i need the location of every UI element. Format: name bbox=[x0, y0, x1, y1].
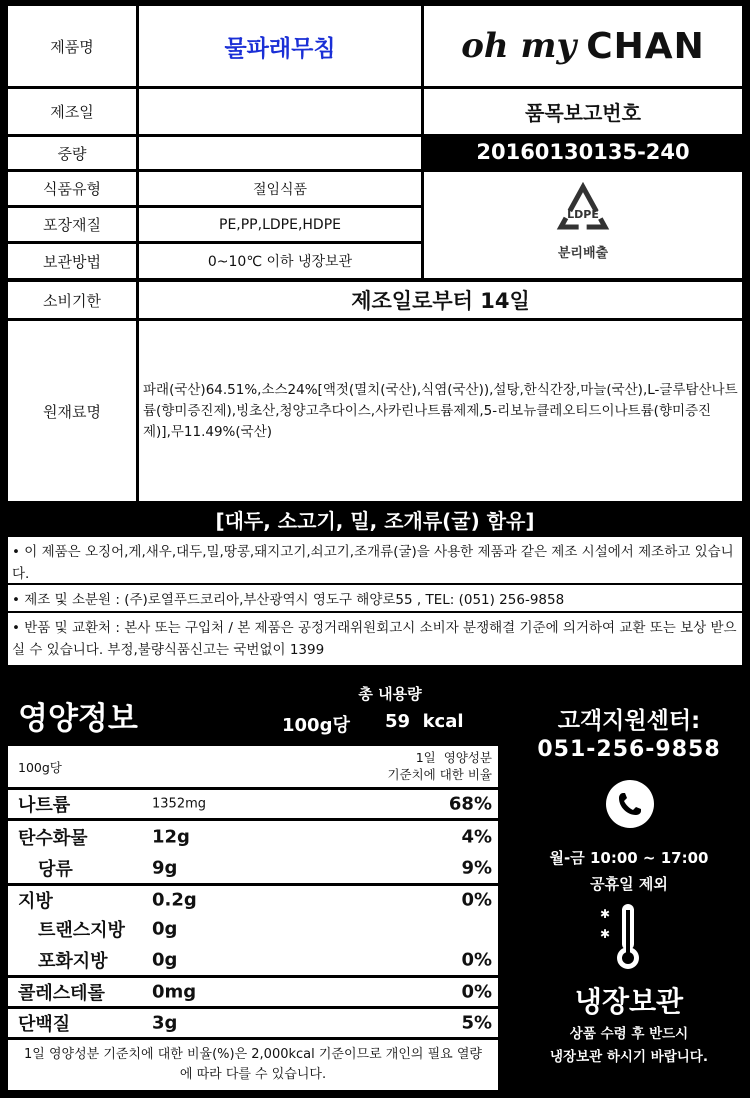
storage-label: 보관방법 bbox=[8, 244, 136, 278]
recycle-code: LDPE bbox=[567, 208, 599, 221]
recycle-text: 분리배출 bbox=[557, 246, 609, 261]
support-phone: 051-256-9858 bbox=[537, 737, 721, 762]
storage-value: 0~10℃ 이하 냉장보관 bbox=[139, 244, 421, 278]
nutrient-name: 트랜스지방 bbox=[38, 919, 125, 941]
nutrient-name: 당류 bbox=[38, 858, 73, 880]
manufacturer-notice: • 제조 및 소분원 : (주)로열푸드코리아,부산광역시 영도구 해양로55 , TEL: (051) 256-9858 bbox=[8, 585, 742, 611]
svg-text:✱: ✱ bbox=[600, 927, 611, 941]
nutrient-pct: 5% bbox=[461, 1012, 492, 1034]
nutrition-row-carbs bbox=[8, 821, 498, 883]
nutrient-pct: 68% bbox=[448, 793, 492, 815]
nutrient-name: 단백질 bbox=[18, 1014, 71, 1035]
nutrition-row-cholesterol bbox=[8, 978, 498, 1006]
nutrient-name: 탄수화물 bbox=[18, 827, 88, 849]
allergen-notice: [대두, 소고기, 밀, 조개류(굴) 함유] bbox=[215, 509, 535, 533]
logo-caps: CHAN bbox=[586, 25, 705, 67]
packaging-label: 포장재질 bbox=[8, 208, 136, 241]
nutrient-name: 나트륨 bbox=[18, 795, 71, 816]
brand-logo bbox=[424, 6, 742, 86]
nutrient-pct: 4% bbox=[461, 826, 492, 847]
weight-value bbox=[139, 137, 421, 169]
nutrient-name: 지방 bbox=[18, 890, 53, 912]
support-title: 고객지원센터: bbox=[557, 708, 701, 734]
food-type-label: 식품유형 bbox=[8, 172, 136, 205]
nutrient-pct: 0% bbox=[461, 889, 492, 910]
support-holiday: 공휴일 제외 bbox=[590, 875, 668, 893]
calories: 59 kcal bbox=[385, 711, 464, 732]
mfg-date-value bbox=[139, 89, 421, 134]
nutrition-row-protein bbox=[8, 1009, 498, 1037]
header-ratio-line2: 기준치에 대한 비율 bbox=[387, 767, 492, 782]
nutrient-name: 포화지방 bbox=[38, 950, 108, 972]
report-number-label: 품목보고번호 bbox=[424, 89, 742, 134]
ingredients-value: 파래(국산)64.51%,소스24%[액젓(멸치(국산),식염(국산)),설탕,한식간장,마늘(국산),L-글루탐산나트륨(향미증진제),빙초산,청양고추다이스,사카린나트륨제제,5-리보뉴클레오티드이나트륨(향미증진제)],무11.49%(국산) bbox=[139, 321, 742, 501]
nutrient-pct: 0% bbox=[461, 981, 492, 1003]
nutrient-amount: 0.2g bbox=[152, 889, 197, 910]
expiry-label: 소비기한 bbox=[8, 282, 136, 318]
nutrition-row-sat-fat bbox=[8, 944, 498, 975]
nutrition-row-sodium bbox=[8, 790, 498, 818]
facility-notice: • 이 제품은 오징어,게,새우,대두,밀,땅콩,돼지고기,쇠고기,조개류(굴)을 사용한 제품과 같은 제조 시설에서 제조하고 있습니다. bbox=[8, 537, 742, 583]
packaging-value: PE,PP,LDPE,HDPE bbox=[139, 208, 421, 241]
product-name-label: 제품명 bbox=[8, 6, 136, 86]
weight-label: 중량 bbox=[8, 137, 136, 169]
fridge-title: 냉장보관 bbox=[574, 985, 684, 1018]
recycle-box bbox=[424, 172, 742, 278]
nutrient-amount: 0mg bbox=[152, 981, 197, 1003]
total-content-label: 총 내용량 bbox=[358, 685, 422, 703]
ingredients-label: 원재료명 bbox=[8, 321, 136, 501]
nutrition-footnote: 1일 영양성분 기준치에 대한 비율(%)은 2,000kcal 기준이므로 개인의 필요 열량에 따라 다를 수 있습니다. bbox=[8, 1040, 498, 1090]
nutrient-amount: 0g bbox=[152, 949, 178, 970]
logo-script: oh my bbox=[461, 26, 577, 66]
nutrition-header bbox=[8, 746, 498, 787]
fridge-line1: 상품 수령 후 반드시 bbox=[569, 1026, 689, 1042]
fridge-line2: 냉장보관 하시기 바랍니다. bbox=[550, 1049, 708, 1065]
nutrient-amount: 3g bbox=[152, 1012, 178, 1034]
nutrient-name: 콜레스테롤 bbox=[18, 983, 105, 1004]
per-amount: 100g당 bbox=[282, 715, 350, 736]
mfg-date-label: 제조일 bbox=[8, 89, 136, 134]
nutrient-amount: 12g bbox=[152, 826, 190, 847]
svg-text:✱: ✱ bbox=[600, 907, 611, 921]
recycle-icon bbox=[556, 182, 610, 236]
food-type-value: 절임식품 bbox=[139, 172, 421, 205]
thermometer-icon bbox=[596, 898, 656, 974]
support-hours: 월-금 10:00 ~ 17:00 bbox=[549, 849, 709, 867]
nutrition-title: 영양정보 bbox=[18, 701, 138, 737]
phone-icon bbox=[606, 780, 654, 828]
nutrition-row-sugars bbox=[8, 852, 498, 883]
return-notice: • 반품 및 교환처 : 본사 또는 구입처 / 본 제품은 공정거래위원회고시 소비자 분쟁해결 기준에 의거하여 교환 또는 보상 받으실 수 있습니다. 부정,불량식품신고는 국번없이 1399 bbox=[8, 613, 742, 665]
nutrient-amount: 9g bbox=[152, 857, 178, 878]
header-per: 100g당 bbox=[18, 759, 62, 775]
nutrient-amount: 0g bbox=[152, 918, 178, 939]
nutrient-pct: 9% bbox=[461, 857, 492, 878]
product-name-value: 물파래무침 bbox=[139, 6, 421, 86]
nutrition-row-fat bbox=[8, 886, 498, 975]
nutrient-amount: 1352mg bbox=[152, 796, 206, 812]
header-ratio-line1: 1일 영양성분 bbox=[415, 750, 492, 765]
nutrition-row-trans-fat bbox=[8, 913, 498, 944]
nutrient-pct: 0% bbox=[461, 949, 492, 970]
expiry-value: 제조일로부터 14일 bbox=[139, 282, 742, 318]
report-number-value: 20160130135-240 bbox=[476, 140, 690, 164]
